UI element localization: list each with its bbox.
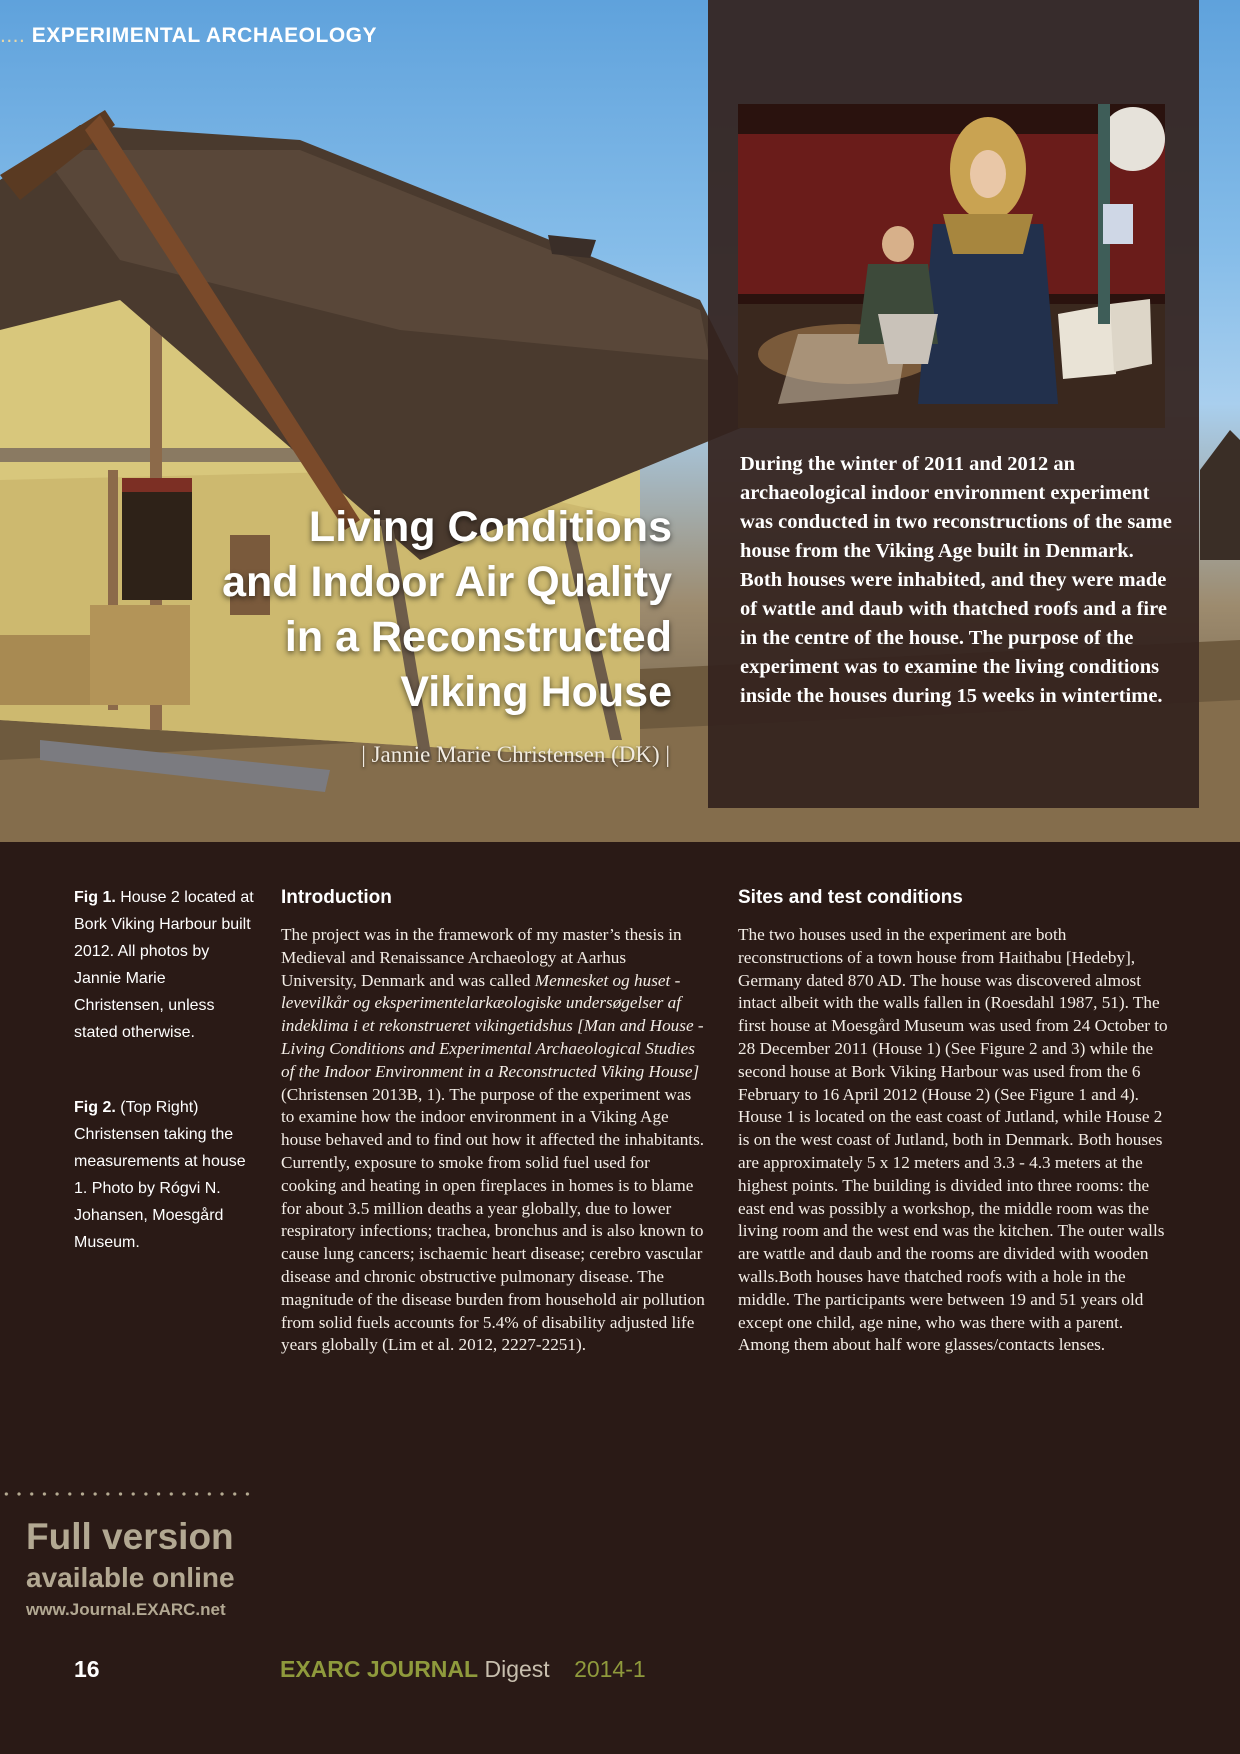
promo-line-1: Full version bbox=[26, 1516, 234, 1557]
journal-issue: 2014-1 bbox=[574, 1656, 646, 1682]
introduction-body bbox=[281, 924, 706, 1357]
page-number: 16 bbox=[74, 1656, 100, 1682]
inset-photo bbox=[738, 104, 1165, 428]
author-byline: | Jannie Marie Christensen (DK) | bbox=[361, 742, 670, 767]
caption-label: Fig 2. bbox=[74, 1099, 116, 1116]
article-title bbox=[152, 500, 672, 720]
interior-photo bbox=[738, 104, 1165, 428]
kicker-dots: .... bbox=[0, 24, 26, 47]
kicker-text: EXPERIMENTAL ARCHAEOLOGY bbox=[31, 24, 377, 47]
thesis-title: Mennesket og huset - levevilkår og eksperimentelarkæologiske undersøgelser af indeklima i et rekonstrueret vikingetidshus [Man and House - Living Conditions and Experimental Archaeological Studies of the Indoor Environment in a Reconstructed Viking House] bbox=[281, 970, 704, 1081]
caption-text: (Top Right) Christensen taking the measurements at house 1. Photo by Rógvi N. Johansen, Moesgård Museum. bbox=[74, 1099, 246, 1251]
lead-paragraph: During the winter of 2011 and 2012 an archaeological indoor environment experiment was conducted in two reconstructions of the same house from the Viking Age built in Denmark. Both houses were inhabited, and they were made of wattle and daub with thatched roofs and a fire in the centre of the house. The purpose of the experiment was to examine the living conditions inside the houses during 15 weeks in wintertime. bbox=[740, 453, 1172, 707]
promo-line-2: available online bbox=[26, 1562, 235, 1593]
journal-footer bbox=[280, 1656, 646, 1683]
hero-photo bbox=[0, 0, 1240, 842]
section-kicker bbox=[0, 24, 377, 48]
dotted-divider bbox=[0, 1492, 256, 1496]
sites-heading: Sites and test conditions bbox=[738, 887, 963, 908]
introduction-heading: Introduction bbox=[281, 887, 392, 908]
journal-digest: Digest bbox=[484, 1656, 550, 1682]
promo-url[interactable]: www.Journal.EXARC.net bbox=[26, 1600, 226, 1619]
title-line-2: and Indoor Air Quality bbox=[222, 558, 672, 606]
journal-name: EXARC JOURNAL bbox=[280, 1656, 479, 1682]
intro-text-start: The project was in the framework of my master’s thesis in Medieval and Renaissance Archaeology at Aarhus University, Denmark and was called bbox=[281, 925, 682, 990]
title-line-4: Viking House bbox=[400, 668, 672, 716]
figure-caption-2 bbox=[74, 1094, 254, 1256]
title-line-1: Living Conditions bbox=[308, 503, 672, 551]
intro-text-end: (Christensen 2013B, 1). The purpose of the experiment was to examine how the indoor environment in a Viking Age house behaved and to find out how it affected the inhabitants. Currently, exposure to smoke from solid fuel used for cooking and heating in open fireplaces in homes is to blame for about 3.5 million deaths a year globally, due to lower respiratory infections; trachea, bronchus and is also known to cause lung cancers; ischaemic heart disease; cerebro vascular disease and chronic obstructive pulmonary disease. The magnitude of the disease burden from household air pollution from solid fuels accounts for 5.4% of disability adjusted life years globally (Lim et al. 2012, 2227-2251). bbox=[281, 1084, 705, 1355]
figure-caption-1 bbox=[74, 884, 254, 1046]
title-line-3: in a Reconstructed bbox=[284, 613, 672, 661]
sites-text: The two houses used in the experiment are both reconstructions of a town house from Haithabu [Hedeby], Germany dated 870 AD. The house was discovered almost intact albeit with the walls fallen in (Roesdahl 1987, 51). The first house at Moesgård Museum was used from 24 October to 28 December 2011 (House 1) (See Figure 2 and 3) while the second house at Bork Viking Harbour was used from the 6 February to 16 April 2012 (House 2) (See Figure 1 and 4). House 1 is located on the east coast of Jutland, while House 2 is on the west coast of Jutland, both in Denmark. Both houses are approximately 5 x 12 meters and 3.3 - 4.3 meters at the highest points. The building is divided into three rooms: the east end was possibly a workshop, the middle room was the living room and the west end was the kitchen. The outer walls are wattle and daub and the rooms are divided with wooden walls.Both houses have thatched roofs with a hole in the middle. The participants were between 19 and 51 years old except one child, age nine, who was there with a parent. Among them about half wore glasses/contacts lenses. bbox=[738, 925, 1168, 1355]
caption-label: Fig 1. bbox=[74, 889, 116, 906]
caption-text: House 2 located at Bork Viking Harbour built 2012. All photos by Jannie Marie Christensen, unless stated otherwise. bbox=[74, 889, 254, 1041]
sites-body bbox=[738, 924, 1168, 1357]
